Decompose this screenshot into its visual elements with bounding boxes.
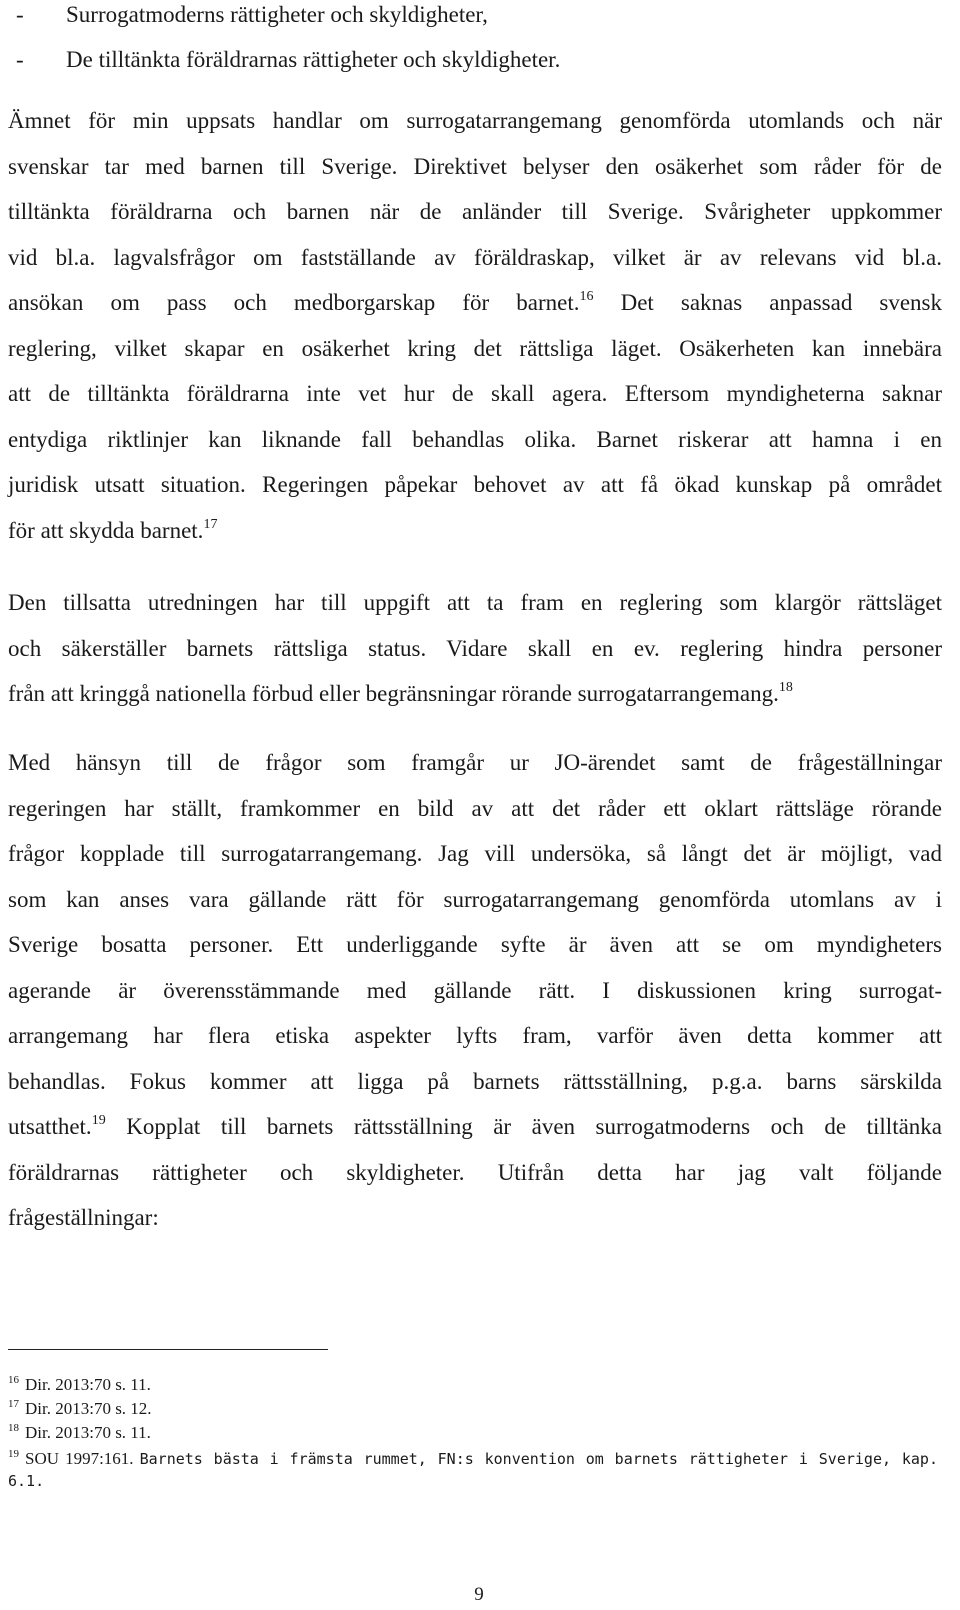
footnote-number: 17 [8, 1398, 19, 1410]
text-line: juridisk utsatt situation. Regeringen påpekar behovet av att få ökad kunskap på området [8, 472, 942, 497]
footnote-text: SOU 1997:161. [25, 1449, 134, 1468]
list-item-text: De tilltänkta föräldrarnas rättigheter och skyldigheter. [66, 47, 561, 72]
text-line: behandlas. Fokus kommer att ligga på barnets rättsställning, p.g.a. barns särskilda [8, 1068, 942, 1094]
text-line: reglering, vilket skapar en osäkerhet kring det rättsliga läget. Osäkerheten kan innebära [8, 335, 942, 361]
paragraph-1 [8, 98, 942, 553]
text-line: och säkerställer barnets rättsliga status. Vidare skall en ev. reglering hindra personer [8, 635, 942, 661]
footnote-number: 18 [8, 1422, 19, 1434]
footnote-number: 19 [8, 1448, 19, 1460]
footnote [8, 1374, 151, 1396]
text-line [8, 1104, 942, 1150]
text-fragment: Det saknas anpassad svensk [620, 290, 943, 315]
text-fragment: ansökan om pass och medborgarskap för barnet. [8, 290, 580, 315]
text-line: agerande är överensstämmande med gällande rätt. I diskussionen kring surrogat- [8, 977, 942, 1003]
text-line: Med hänsyn till de frågor som framgår ur JO-ärendet samt de frågeställningar [8, 750, 942, 775]
text-line: tilltänkta föräldrarna och barnen när de anländer till Sverige. Svårigheter uppkommer [8, 199, 942, 224]
footnote-text: Barnets bästa i främsta rummet, FN:s konvention om barnets rättigheter i Sverige, kap. 6.1. [8, 1450, 938, 1490]
footnote [8, 1398, 152, 1420]
text-line: som kan anses vara gällande rätt för surrogatarrangemang genomförda utomlans av i [8, 886, 942, 912]
footnote-number: 16 [8, 1374, 19, 1386]
footnote-ref[interactable]: 18 [778, 680, 793, 695]
footnote-ref[interactable]: 19 [91, 1113, 106, 1128]
text-line [8, 671, 942, 717]
text-line: föräldrarnas rättigheter och skyldigheter. Utifrån detta har jag valt följande [8, 1159, 942, 1185]
text-line: frågeställningar: [8, 1205, 159, 1230]
list-item [16, 0, 488, 30]
footnote-text: Dir. 2013:70 s. 11. [25, 1423, 151, 1442]
text-line [8, 280, 942, 326]
text-line: arrangemang har flera etiska aspekter lyfts fram, varför även detta kommer att [8, 1023, 942, 1048]
footnote-text: Dir. 2013:70 s. 12. [25, 1399, 152, 1418]
text-line [8, 508, 942, 554]
text-line: svenskar tar med barnen till Sverige. Direktivet belyser den osäkerhet som råder för de [8, 153, 942, 179]
list-dash: - [16, 47, 24, 72]
page-number: 9 [474, 1584, 484, 1605]
text-fragment: utsatthet. [8, 1114, 92, 1139]
text-line: Sverige bosatta personer. Ett underliggande syfte är även att se om myndigheters [8, 932, 942, 957]
footnote [8, 1448, 938, 1492]
text-line: Ämnet för min uppsats handlar om surrogatarrangemang genomförda utomlands och när [8, 108, 942, 133]
text-fragment: Kopplat till barnets rättsställning är även surrogatmoderns och de tilltänka [126, 1114, 942, 1139]
list-dash: - [16, 2, 24, 27]
list-item-text: Surrogatmoderns rättigheter och skyldigheter, [66, 2, 488, 27]
footnote-ref[interactable]: 17 [203, 516, 218, 532]
paragraph-3 [8, 740, 942, 1241]
text-line: entydiga riktlinjer kan liknande fall behandlas olika. Barnet riskerar att hamna i en [8, 426, 942, 452]
paragraph-2 [8, 580, 942, 717]
text-line: frågor kopplade till surrogatarrangemang. Jag vill undersöka, så långt det är möjligt, vad [8, 841, 942, 866]
footnote-text: Dir. 2013:70 s. 11. [25, 1375, 151, 1394]
footnote [8, 1422, 151, 1444]
text-line: regeringen har ställt, framkommer en bild av att det råder ett oklart rättsläge rörande [8, 795, 942, 821]
footnote-separator [8, 1349, 328, 1350]
text-line: Den tillsatta utredningen har till uppgift att ta fram en reglering som klargör rättsläget [8, 590, 942, 615]
text-line: att de tilltänkta föräldrarna inte vet hur de skall agera. Eftersom myndigheterna saknar [8, 381, 942, 406]
footnote-ref[interactable]: 16 [579, 289, 594, 304]
list-item [16, 45, 561, 75]
text-fragment: för att skydda barnet. [8, 517, 204, 543]
text-fragment: från att kringgå nationella förbud eller begränsningar rörande surrogatarrangemang. [8, 681, 779, 706]
text-line: vid bl.a. lagvalsfrågor om fastställande av föräldraskap, vilket är av relevans vid bl.a. [8, 244, 942, 270]
